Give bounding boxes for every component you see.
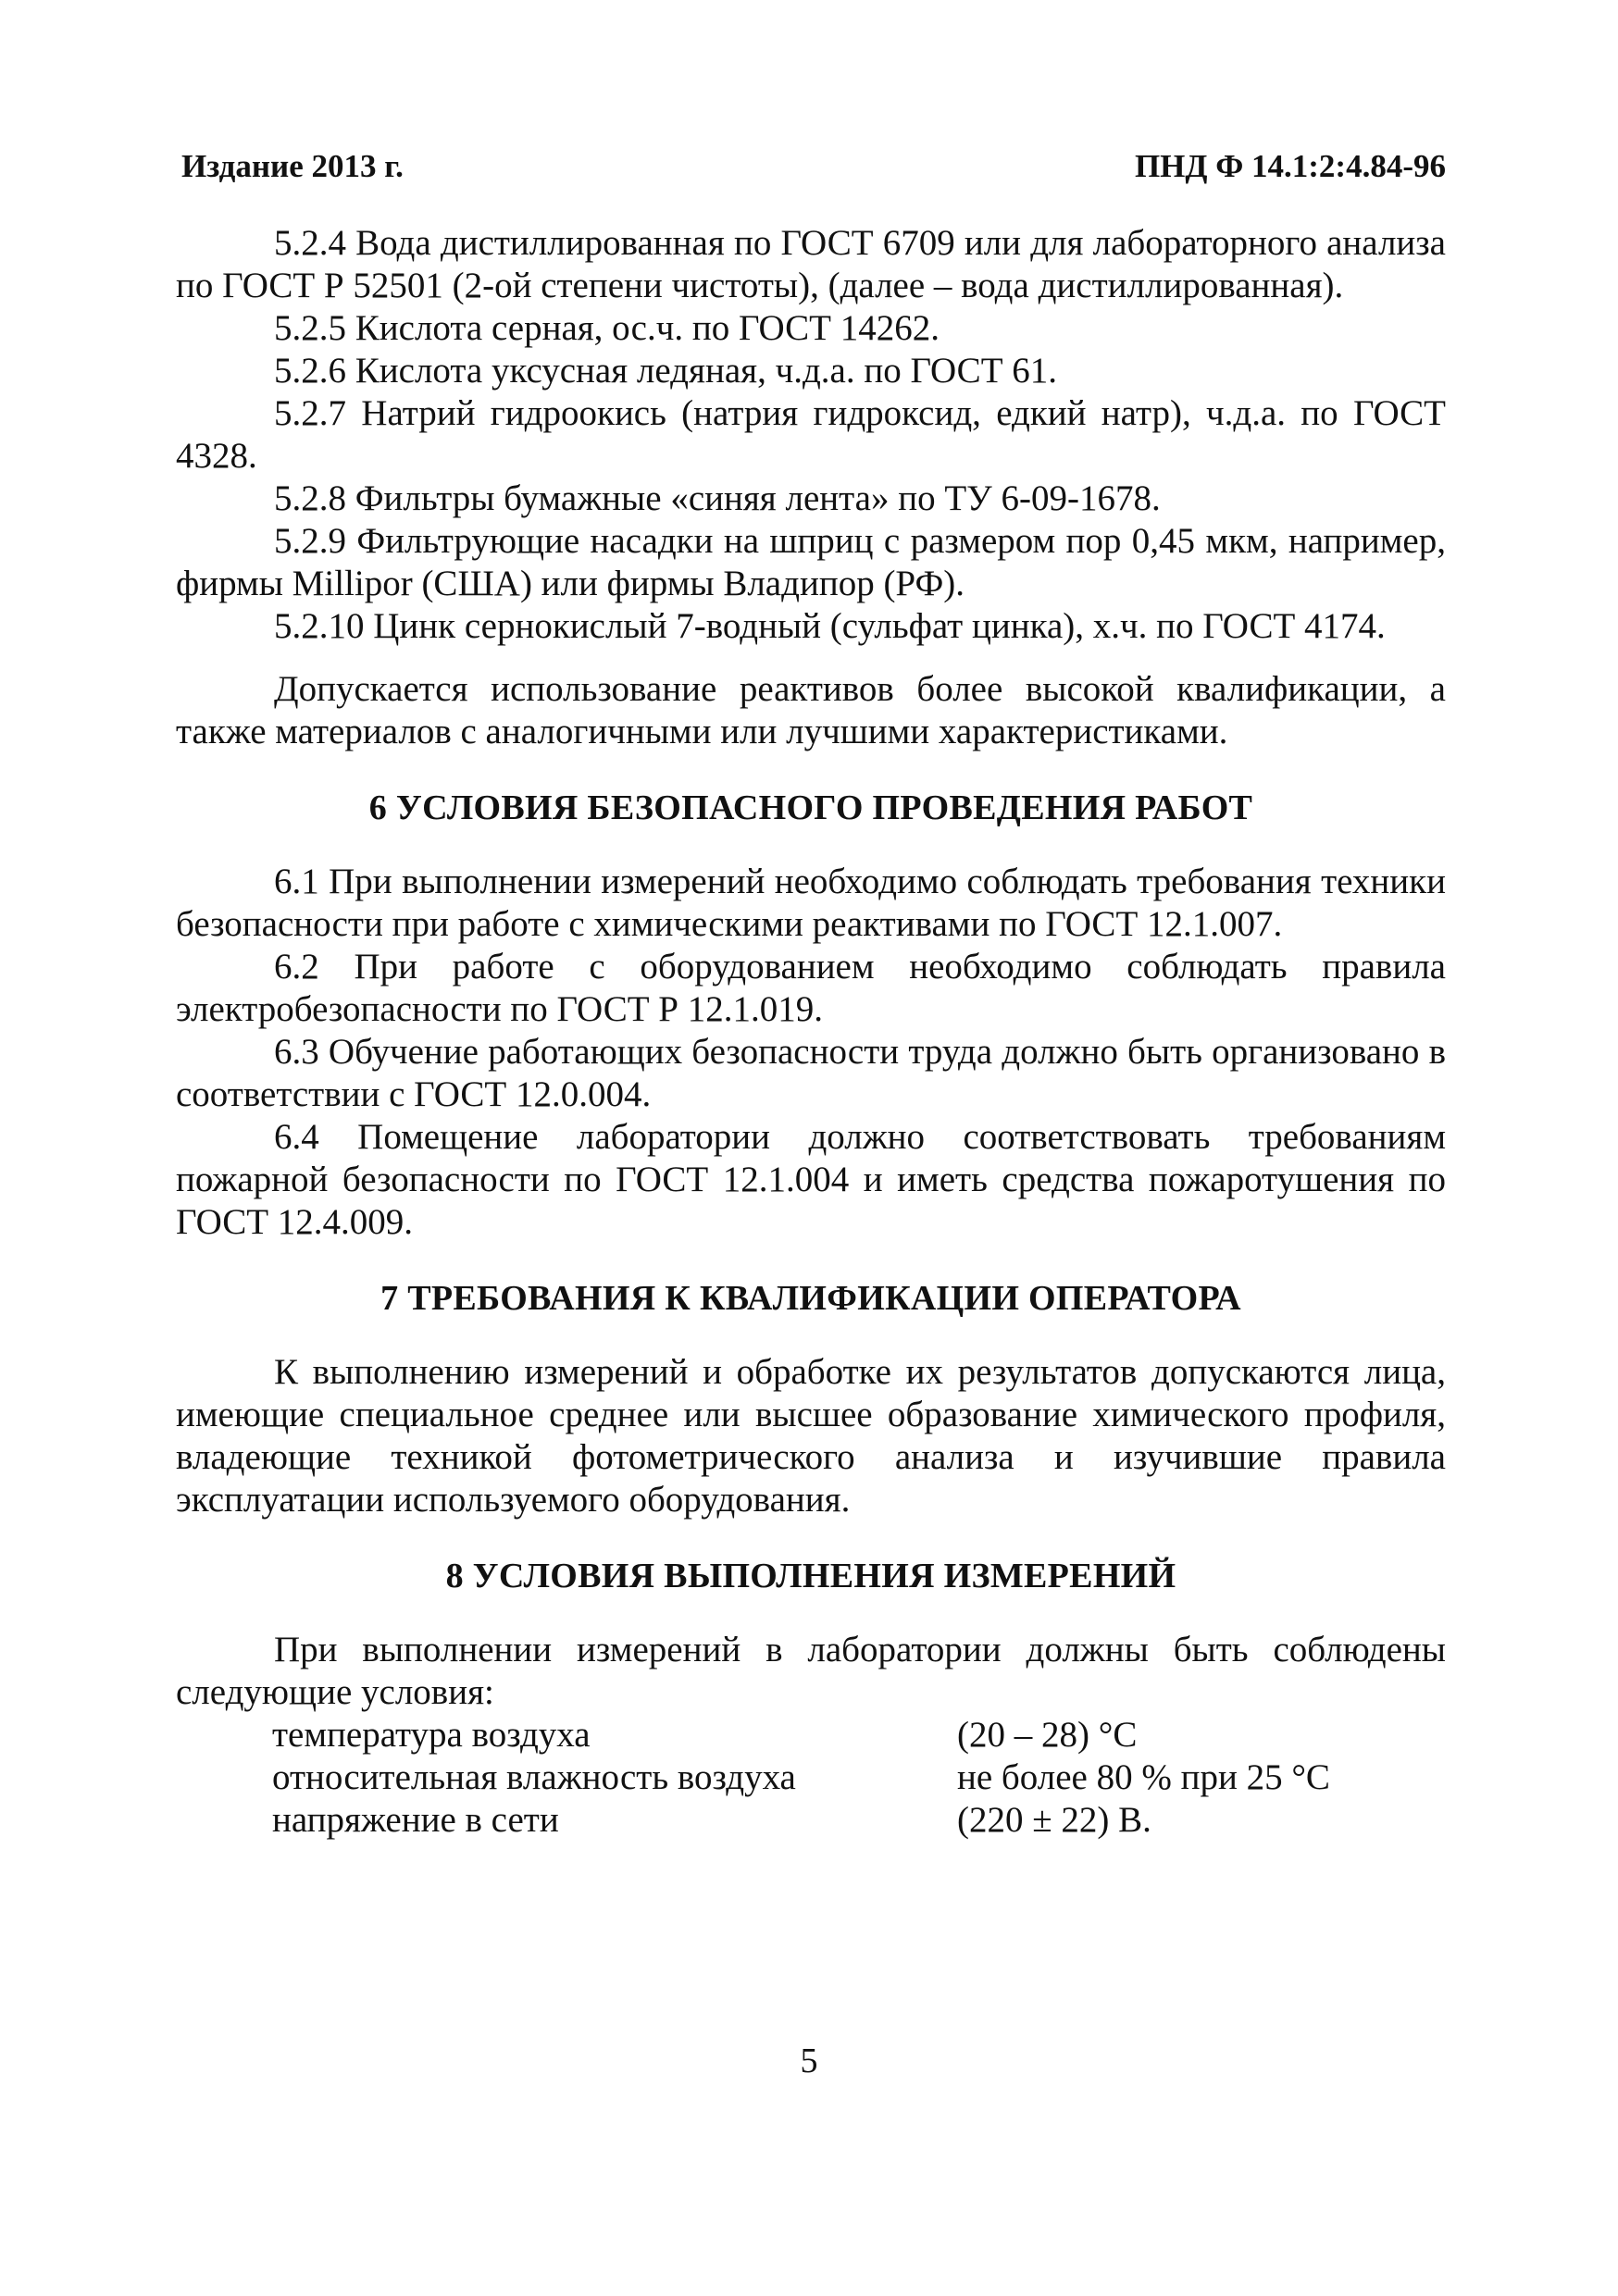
section-6-list <box>176 861 1446 1244</box>
item-5-2-7: 5.2.7 Натрий гидроокись (натрия гидроксид, едкий натр), ч.д.а. по ГОСТ 4328. <box>176 393 1446 476</box>
section-5-list <box>176 222 1446 648</box>
condition-name: относительная влажность воздуха <box>272 1757 796 1797</box>
item-5-2-6: 5.2.6 Кислота уксусная ледяная, ч.д.а. по ГОСТ 61. <box>274 351 1058 391</box>
document-body <box>176 222 1446 1842</box>
section-7-title: 7 ТРЕБОВАНИЯ К КВАЛИФИКАЦИИ ОПЕРАТОРА <box>380 1279 1241 1318</box>
condition-name: напряжение в сети <box>272 1800 559 1840</box>
item-5-2-10: 5.2.10 Цинк сернокислый 7-водный (сульфат цинка), х.ч. по ГОСТ 4174. <box>274 606 1386 646</box>
condition-value: (20 – 28) °С <box>957 1715 1138 1755</box>
item-6-2: 6.2 При работе с оборудованием необходимо соблюдать правила электробезопасности по ГОСТ Р 12.1.019. <box>176 947 1446 1029</box>
condition-name: температура воздуха <box>272 1715 591 1755</box>
condition-row <box>176 1799 1330 1842</box>
section-8-intro: При выполнении измерений в лаборатории должны быть соблюдены следующие условия: <box>176 1630 1446 1712</box>
item-6-3: 6.3 Обучение работающих безопасности труда должно быть организовано в соответствии с ГОСТ 12.0.004. <box>176 1032 1446 1114</box>
section-6-title: 6 УСЛОВИЯ БЕЗОПАСНОГО ПРОВЕДЕНИЯ РАБОТ <box>368 788 1253 827</box>
condition-row <box>176 1714 1330 1756</box>
condition-value: (220 ± 22) В. <box>957 1800 1151 1840</box>
section-8-title: 8 УСЛОВИЯ ВЫПОЛНЕНИЯ ИЗМЕРЕНИЙ <box>445 1557 1176 1595</box>
item-6-4: 6.4 Помещение лаборатории должно соответствовать требованиям пожарной безопасности по ГОСТ 12.1.004 и иметь средства пожаротушения по ГОСТ 12.4.009. <box>176 1117 1446 1242</box>
page-header <box>181 148 1446 194</box>
section-7-heading-block <box>176 1277 1446 1320</box>
condition-value: не более 80 % при 25 °С <box>957 1757 1330 1797</box>
page-number: 5 <box>800 2042 818 2080</box>
condition-row <box>176 1756 1330 1799</box>
item-5-2-9: 5.2.9 Фильтрующие насадки на шприц с размером пор 0,45 мкм, например, фирмы Millipor (США) или фирмы Владипор (РФ). <box>176 521 1446 603</box>
reagents-note: Допускается использование реактивов более высокой квалификации, а также материалов с аналогичными или лучшими характеристиками. <box>176 669 1446 751</box>
edition-label: Издание 2013 г. <box>181 148 404 184</box>
document-code: ПНД Ф 14.1:2:4.84-96 <box>1134 148 1446 184</box>
item-5-2-4: 5.2.4 Вода дистиллированная по ГОСТ 6709 или для лабораторного анализа по ГОСТ Р 52501 (2-ой степени чистоты), (далее – вода дистиллированная). <box>176 223 1446 305</box>
item-5-2-5: 5.2.5 Кислота серная, ос.ч. по ГОСТ 14262. <box>274 308 940 348</box>
section-8-heading-block <box>176 1555 1446 1597</box>
item-5-2-8: 5.2.8 Фильтры бумажные «синяя лента» по ТУ 6-09-1678. <box>274 478 1161 518</box>
item-6-1: 6.1 При выполнении измерений необходимо соблюдать требования техники безопасности при работе с химическими реактивами по ГОСТ 12.1.007. <box>176 862 1446 944</box>
section-6-heading-block <box>176 787 1446 829</box>
section-7-text: К выполнению измерений и обработке их результатов допускаются лица, имеющие специальное среднее или высшее образование химического профиля, владеющие техникой фотометрического анализа и изучившие правила эксплуатации используемого оборудования. <box>176 1352 1446 1520</box>
conditions-table <box>176 1714 1330 1842</box>
